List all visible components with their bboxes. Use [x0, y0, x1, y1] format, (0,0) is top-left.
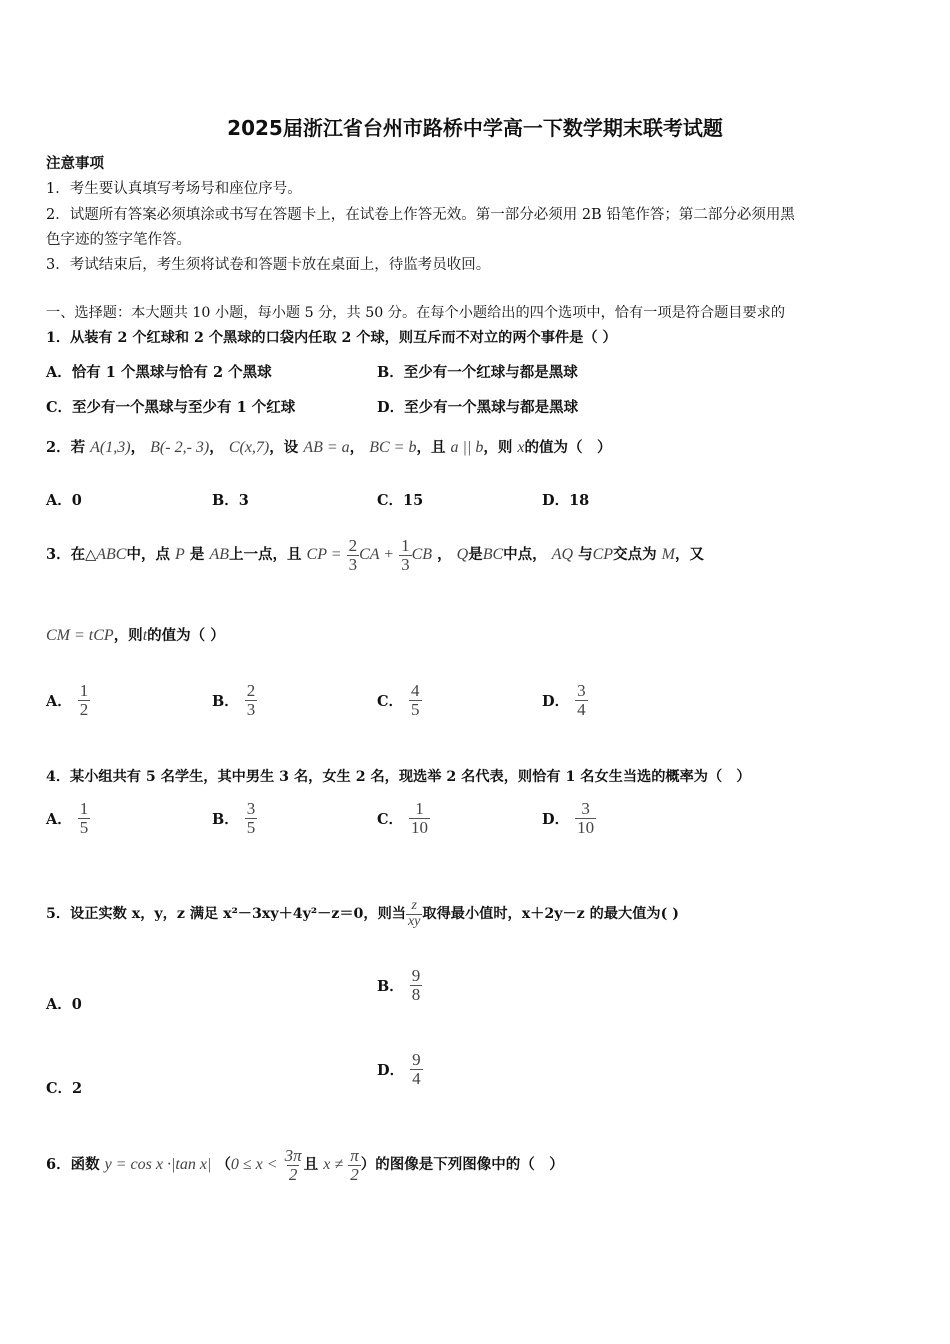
q3-option-c: C． $\frac{4}{5}$ — [377, 681, 420, 719]
page-title: 2025届浙江省台州市路桥中学高一下数学期末联考试题 — [227, 116, 723, 140]
q3-point-m: M — [661, 546, 675, 563]
q3-stem-line2 — [46, 624, 225, 648]
q4-option-b-fraction: $\frac{3}{5}$ — [246, 799, 256, 837]
q3-option-a: A． $\frac{1}{2}$ — [46, 681, 89, 719]
q1-option-b: B．至少有一个红球与都是黑球 — [377, 364, 578, 381]
q2-comma-3: ， — [349, 439, 365, 456]
q3-text-you: ，又 — [674, 546, 704, 563]
q4-option-a-fraction: $\frac{1}{5}$ — [79, 799, 89, 837]
q3-text-zhong: 中，点 — [126, 546, 170, 563]
q4-stem: 4．某小组共有 5 名学生，其中男生 3 名，女生 2 名，现选举 2 名代表，则恰有 1 名女生当选的概率为（ ） — [46, 769, 751, 785]
q2-var-x: x — [517, 439, 525, 456]
q6-function-expr: y = cos x ·|tan x| — [104, 1156, 212, 1173]
q4-option-d: D． $\frac{3}{10}$ — [542, 799, 595, 837]
q6-tail: ）的图像是下列图像中的（ ） — [360, 1156, 564, 1173]
q3-segment-ab: AB — [209, 546, 229, 563]
q4-option-a: A． $\frac{1}{5}$ — [46, 799, 89, 837]
q6-text-hanshu: 函数 — [70, 1156, 100, 1173]
q2-point-c: C(x,7) — [228, 439, 270, 456]
q5-option-d: D． $\frac{9}{4}$ — [377, 1050, 421, 1088]
q3-point-p: P — [175, 546, 185, 563]
q2-comma-2: ， — [209, 439, 224, 456]
q3-text-shi: 是 — [189, 546, 205, 563]
q2-option-d: D．18 — [542, 492, 590, 509]
section-heading: 一、选择题：本大题共 10 小题，每小题 5 分，共 50 分。在每个小题给出的四个选项中，恰有一项是符合题目要求的 — [46, 305, 786, 321]
q1-option-d: D．至少有一个黑球与都是黑球 — [377, 399, 579, 416]
q2-text-qie: ，且 — [416, 439, 446, 456]
q3-option-d-fraction: $\frac{3}{4}$ — [577, 681, 586, 719]
q3-text-yu: 与 — [578, 546, 593, 563]
q5-stem-text: 5．设正实数 x，y，z 满足 x²－3xy＋4y²－z＝0，则当 — [46, 906, 406, 922]
q5-option-c: C．2 — [46, 1080, 83, 1097]
q2-point-a: A(1,3) — [90, 439, 131, 456]
q6-condition-1: 0 ≤ x < — [230, 1156, 278, 1173]
q2-option-a: A．0 — [46, 492, 82, 509]
q3-stem — [46, 522, 704, 588]
q3-option-b-fraction: $\frac{2}{3}$ — [246, 681, 256, 719]
q3-fraction-1-3: $\frac{1}{3}$ — [401, 535, 410, 574]
q3-text-zai: 在△ — [70, 546, 97, 563]
q1-option-c: C．至少有一个黑球与至少有 1 个红球 — [46, 399, 296, 416]
q3-text-zhongdian: 中点， — [503, 546, 547, 563]
q5-option-b: B． $\frac{9}{8}$ — [377, 966, 421, 1004]
q2-point-b: B(- 2,- 3) — [150, 439, 210, 456]
q3-option-b: B． $\frac{2}{3}$ — [212, 681, 256, 719]
q3-option-a-fraction: $\frac{1}{2}$ — [79, 681, 89, 719]
q4-option-d-fraction: $\frac{3}{10}$ — [577, 799, 595, 837]
q3-segment-cp: CP — [592, 546, 614, 563]
q2-text-she: ，设 — [269, 439, 299, 456]
q5-option-a: A．0 — [46, 996, 82, 1013]
q2-vector-ab: AB = a — [303, 439, 350, 456]
q6-fraction-3pi-2: $\frac{3\pi}{2}$ — [284, 1145, 302, 1184]
q4-option-c-fraction: $\frac{1}{10}$ — [411, 799, 429, 837]
q2-option-b: B．3 — [212, 492, 249, 509]
q3-comma: ， — [437, 546, 452, 563]
q1-option-a: A．恰有 1 个黑球与恰有 2 个黑球 — [46, 364, 272, 381]
q3-text-jiao: 交点为 — [613, 546, 657, 563]
q2-stem — [46, 428, 612, 468]
q3-vector-cm: CM = tCP — [46, 627, 114, 644]
notice-item-2b: 色字迹的签字笔作答。 — [46, 232, 191, 248]
q6-condition-2: x ≠ — [323, 1156, 344, 1173]
q6-number: 6． — [46, 1156, 71, 1173]
q6-left-paren: （ — [216, 1156, 231, 1173]
notice-item-2a: 2．试题所有答案必须填涂或书写在答题卡上，在试卷上作答无效。第一部分必须用 2B 铅笔作答；第二部分必须用黑 — [46, 207, 795, 223]
q3-text-shang: 上一点，且 — [228, 546, 302, 563]
q5-option-d-fraction: $\frac{9}{4}$ — [412, 1050, 421, 1088]
q6-stem — [46, 1135, 564, 1195]
notice-heading: 注意事项 — [46, 155, 104, 172]
q3-segment-aq: AQ — [551, 546, 574, 563]
q5-stem-tail: 取得最小值时，x＋2y－z 的最大值为( ) — [422, 906, 679, 922]
q5-fraction-z-xy: $\frac{z}{xy}$ — [407, 897, 421, 929]
q3-number: 3． — [46, 546, 71, 563]
q3-var-t: t — [142, 627, 148, 644]
notice-item-1: 1．考生要认真填写考场号和座位序号。 — [46, 181, 302, 197]
q3-fraction-2-3: $\frac{2}{3}$ — [348, 535, 358, 574]
q2-text-ruo: 若 — [70, 439, 86, 456]
q2-text-ze: ，则 — [483, 439, 513, 456]
q4-option-c: C． $\frac{1}{10}$ — [377, 799, 429, 837]
q5-option-b-fraction: $\frac{9}{8}$ — [411, 966, 421, 1004]
q6-text-qie: 且 — [303, 1156, 319, 1173]
q2-parallel: a || b — [450, 439, 484, 456]
q2-number: 2． — [46, 439, 71, 456]
q3-triangle-abc: ABC — [96, 546, 127, 563]
q3-vector-cb: CB — [411, 546, 433, 563]
q3-option-d: D． $\frac{3}{4}$ — [542, 681, 586, 719]
q3-tail: 的值为（ ） — [147, 627, 225, 644]
q2-option-c: C．15 — [377, 492, 424, 509]
q3-point-q: Q — [456, 546, 469, 563]
q3-option-c-fraction: $\frac{4}{5}$ — [411, 681, 420, 719]
q3-vector-ca: CA + — [359, 546, 395, 563]
q6-fraction-pi-2: $\frac{\pi}{2}$ — [350, 1145, 359, 1184]
q3-text-shi-2: 是 — [468, 546, 483, 563]
q5-stem — [46, 884, 679, 944]
q2-vector-bc: BC = b — [369, 439, 417, 456]
notice-item-3: 3．考试结束后，考生须将试卷和答题卡放在桌面上，待监考员收回。 — [46, 257, 491, 273]
q2-comma-1: ， — [130, 439, 146, 456]
q3-text-ze: ，则 — [113, 627, 143, 644]
q3-segment-bc: BC — [482, 546, 504, 563]
q2-tail: 的值为（ ） — [524, 439, 612, 456]
q3-vector-cp: CP = — [306, 546, 342, 563]
q1-stem: 1．从装有 2 个红球和 2 个黑球的口袋内任取 2 个球，则互斥而不对立的两个事件是（ ） — [46, 330, 617, 346]
q4-option-b: B． $\frac{3}{5}$ — [212, 799, 256, 837]
